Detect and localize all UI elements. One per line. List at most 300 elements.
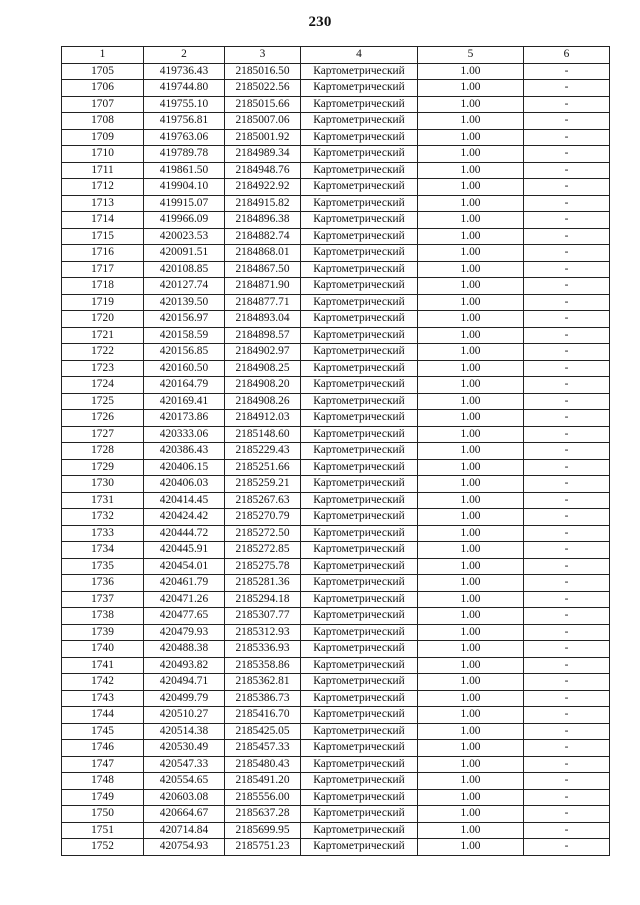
x-coordinate-cell: 420471.26: [144, 591, 225, 608]
table-row: [62, 476, 610, 493]
note-cell: -: [524, 690, 610, 707]
x-coordinate-cell: 420664.67: [144, 806, 225, 823]
point-number-cell: 1710: [62, 146, 144, 163]
y-coordinate-cell: 2184868.01: [225, 245, 301, 262]
method-cell: Картометрический: [301, 393, 418, 410]
note-cell: -: [524, 327, 610, 344]
y-coordinate-cell: 2185251.66: [225, 459, 301, 476]
x-coordinate-cell: 420514.38: [144, 723, 225, 740]
y-coordinate-cell: 2185358.86: [225, 657, 301, 674]
point-number-cell: 1739: [62, 624, 144, 641]
table-row: [62, 525, 610, 542]
y-coordinate-cell: 2185425.05: [225, 723, 301, 740]
accuracy-cell: 1.00: [418, 245, 524, 262]
note-cell: -: [524, 195, 610, 212]
table-header-row: [62, 47, 610, 64]
accuracy-cell: 1.00: [418, 624, 524, 641]
table-row: [62, 261, 610, 278]
point-number-cell: 1709: [62, 129, 144, 146]
point-number-cell: 1707: [62, 96, 144, 113]
column-header: 2: [144, 47, 225, 64]
table-row: [62, 822, 610, 839]
y-coordinate-cell: 2185259.21: [225, 476, 301, 493]
table-row: [62, 756, 610, 773]
method-cell: Картометрический: [301, 740, 418, 757]
y-coordinate-cell: 2185001.92: [225, 129, 301, 146]
x-coordinate-cell: 420127.74: [144, 278, 225, 295]
method-cell: Картометрический: [301, 459, 418, 476]
table-row: [62, 96, 610, 113]
x-coordinate-cell: 420493.82: [144, 657, 225, 674]
point-number-cell: 1714: [62, 212, 144, 229]
y-coordinate-cell: 2185267.63: [225, 492, 301, 509]
method-cell: Картометрический: [301, 113, 418, 130]
method-cell: Картометрический: [301, 410, 418, 427]
note-cell: -: [524, 80, 610, 97]
x-coordinate-cell: 420406.03: [144, 476, 225, 493]
x-coordinate-cell: 420160.50: [144, 360, 225, 377]
table-row: [62, 212, 610, 229]
note-cell: -: [524, 393, 610, 410]
note-cell: -: [524, 344, 610, 361]
table-row: [62, 344, 610, 361]
point-number-cell: 1733: [62, 525, 144, 542]
method-cell: Картометрический: [301, 575, 418, 592]
y-coordinate-cell: 2185480.43: [225, 756, 301, 773]
y-coordinate-cell: 2184896.38: [225, 212, 301, 229]
note-cell: -: [524, 179, 610, 196]
table-row: [62, 558, 610, 575]
point-number-cell: 1718: [62, 278, 144, 295]
method-cell: Картометрический: [301, 360, 418, 377]
x-coordinate-cell: 420091.51: [144, 245, 225, 262]
method-cell: Картометрический: [301, 443, 418, 460]
accuracy-cell: 1.00: [418, 426, 524, 443]
note-cell: -: [524, 806, 610, 823]
point-number-cell: 1745: [62, 723, 144, 740]
accuracy-cell: 1.00: [418, 195, 524, 212]
table-row: [62, 542, 610, 559]
y-coordinate-cell: 2185312.93: [225, 624, 301, 641]
accuracy-cell: 1.00: [418, 756, 524, 773]
table-row: [62, 723, 610, 740]
accuracy-cell: 1.00: [418, 707, 524, 724]
method-cell: Картометрический: [301, 690, 418, 707]
accuracy-cell: 1.00: [418, 657, 524, 674]
accuracy-cell: 1.00: [418, 542, 524, 559]
note-cell: -: [524, 509, 610, 526]
x-coordinate-cell: 420406.15: [144, 459, 225, 476]
table-row: [62, 443, 610, 460]
method-cell: Картометрический: [301, 311, 418, 328]
note-cell: -: [524, 740, 610, 757]
y-coordinate-cell: 2185294.18: [225, 591, 301, 608]
y-coordinate-cell: 2184902.97: [225, 344, 301, 361]
method-cell: Картометрический: [301, 542, 418, 559]
accuracy-cell: 1.00: [418, 773, 524, 790]
method-cell: Картометрический: [301, 245, 418, 262]
method-cell: Картометрический: [301, 278, 418, 295]
x-coordinate-cell: 420108.85: [144, 261, 225, 278]
note-cell: -: [524, 657, 610, 674]
note-cell: -: [524, 294, 610, 311]
page-number: 230: [308, 14, 332, 30]
note-cell: -: [524, 591, 610, 608]
x-coordinate-cell: 420461.79: [144, 575, 225, 592]
table-row: [62, 195, 610, 212]
method-cell: Картометрический: [301, 476, 418, 493]
x-coordinate-cell: 420444.72: [144, 525, 225, 542]
y-coordinate-cell: 2184912.03: [225, 410, 301, 427]
accuracy-cell: 1.00: [418, 674, 524, 691]
point-number-cell: 1746: [62, 740, 144, 757]
method-cell: Картометрический: [301, 839, 418, 856]
x-coordinate-cell: 420714.84: [144, 822, 225, 839]
note-cell: -: [524, 624, 610, 641]
method-cell: Картометрический: [301, 344, 418, 361]
x-coordinate-cell: 420547.33: [144, 756, 225, 773]
note-cell: -: [524, 822, 610, 839]
accuracy-cell: 1.00: [418, 377, 524, 394]
method-cell: Картометрический: [301, 294, 418, 311]
point-number-cell: 1729: [62, 459, 144, 476]
table-row: [62, 278, 610, 295]
method-cell: Картометрический: [301, 674, 418, 691]
column-header: 4: [301, 47, 418, 64]
point-number-cell: 1732: [62, 509, 144, 526]
method-cell: Картометрический: [301, 525, 418, 542]
table-row: [62, 228, 610, 245]
x-coordinate-cell: 419763.06: [144, 129, 225, 146]
table-row: [62, 393, 610, 410]
y-coordinate-cell: 2185022.56: [225, 80, 301, 97]
accuracy-cell: 1.00: [418, 509, 524, 526]
y-coordinate-cell: 2185229.43: [225, 443, 301, 460]
column-header: 1: [62, 47, 144, 64]
method-cell: Картометрический: [301, 492, 418, 509]
x-coordinate-cell: 419756.81: [144, 113, 225, 130]
point-number-cell: 1706: [62, 80, 144, 97]
note-cell: -: [524, 426, 610, 443]
note-cell: -: [524, 146, 610, 163]
accuracy-cell: 1.00: [418, 558, 524, 575]
method-cell: Картометрический: [301, 723, 418, 740]
accuracy-cell: 1.00: [418, 129, 524, 146]
x-coordinate-cell: 420530.49: [144, 740, 225, 757]
y-coordinate-cell: 2184908.20: [225, 377, 301, 394]
point-number-cell: 1741: [62, 657, 144, 674]
note-cell: -: [524, 113, 610, 130]
note-cell: -: [524, 674, 610, 691]
y-coordinate-cell: 2185307.77: [225, 608, 301, 625]
note-cell: -: [524, 377, 610, 394]
x-coordinate-cell: 420445.91: [144, 542, 225, 559]
note-cell: -: [524, 839, 610, 856]
y-coordinate-cell: 2184893.04: [225, 311, 301, 328]
accuracy-cell: 1.00: [418, 261, 524, 278]
y-coordinate-cell: 2184922.92: [225, 179, 301, 196]
y-coordinate-cell: 2185275.78: [225, 558, 301, 575]
accuracy-cell: 1.00: [418, 360, 524, 377]
x-coordinate-cell: 420424.42: [144, 509, 225, 526]
table-row: [62, 509, 610, 526]
y-coordinate-cell: 2185015.66: [225, 96, 301, 113]
method-cell: Картометрический: [301, 806, 418, 823]
point-number-cell: 1708: [62, 113, 144, 130]
point-number-cell: 1727: [62, 426, 144, 443]
note-cell: -: [524, 459, 610, 476]
accuracy-cell: 1.00: [418, 327, 524, 344]
table-row: [62, 839, 610, 856]
y-coordinate-cell: 2185362.81: [225, 674, 301, 691]
y-coordinate-cell: 2185491.20: [225, 773, 301, 790]
table-row: [62, 707, 610, 724]
point-number-cell: 1705: [62, 63, 144, 80]
note-cell: -: [524, 360, 610, 377]
note-cell: -: [524, 311, 610, 328]
accuracy-cell: 1.00: [418, 96, 524, 113]
note-cell: -: [524, 261, 610, 278]
note-cell: -: [524, 641, 610, 658]
method-cell: Картометрический: [301, 129, 418, 146]
accuracy-cell: 1.00: [418, 525, 524, 542]
point-number-cell: 1716: [62, 245, 144, 262]
accuracy-cell: 1.00: [418, 459, 524, 476]
note-cell: -: [524, 63, 610, 80]
point-number-cell: 1740: [62, 641, 144, 658]
y-coordinate-cell: 2185007.06: [225, 113, 301, 130]
method-cell: Картометрический: [301, 327, 418, 344]
accuracy-cell: 1.00: [418, 63, 524, 80]
point-number-cell: 1712: [62, 179, 144, 196]
column-header: 3: [225, 47, 301, 64]
y-coordinate-cell: 2185556.00: [225, 789, 301, 806]
x-coordinate-cell: 420169.41: [144, 393, 225, 410]
table-row: [62, 492, 610, 509]
y-coordinate-cell: 2185272.85: [225, 542, 301, 559]
point-number-cell: 1734: [62, 542, 144, 559]
note-cell: -: [524, 278, 610, 295]
accuracy-cell: 1.00: [418, 146, 524, 163]
point-number-cell: 1738: [62, 608, 144, 625]
table-row: [62, 624, 610, 641]
y-coordinate-cell: 2184948.76: [225, 162, 301, 179]
method-cell: Картометрический: [301, 377, 418, 394]
x-coordinate-cell: 420386.43: [144, 443, 225, 460]
x-coordinate-cell: 420603.08: [144, 789, 225, 806]
y-coordinate-cell: 2184898.57: [225, 327, 301, 344]
point-number-cell: 1735: [62, 558, 144, 575]
x-coordinate-cell: 420554.65: [144, 773, 225, 790]
coordinates-table: [61, 46, 610, 856]
point-number-cell: 1731: [62, 492, 144, 509]
accuracy-cell: 1.00: [418, 80, 524, 97]
note-cell: -: [524, 723, 610, 740]
accuracy-cell: 1.00: [418, 162, 524, 179]
table-row: [62, 294, 610, 311]
accuracy-cell: 1.00: [418, 723, 524, 740]
accuracy-cell: 1.00: [418, 690, 524, 707]
table-row: [62, 591, 610, 608]
method-cell: Картометрический: [301, 426, 418, 443]
table-row: [62, 806, 610, 823]
y-coordinate-cell: 2184908.26: [225, 393, 301, 410]
table-row: [62, 674, 610, 691]
y-coordinate-cell: 2185637.28: [225, 806, 301, 823]
table-row: [62, 63, 610, 80]
method-cell: Картометрический: [301, 822, 418, 839]
x-coordinate-cell: 420510.27: [144, 707, 225, 724]
point-number-cell: 1725: [62, 393, 144, 410]
point-number-cell: 1717: [62, 261, 144, 278]
x-coordinate-cell: 420477.65: [144, 608, 225, 625]
accuracy-cell: 1.00: [418, 476, 524, 493]
note-cell: -: [524, 410, 610, 427]
x-coordinate-cell: 420164.79: [144, 377, 225, 394]
y-coordinate-cell: 2185272.50: [225, 525, 301, 542]
accuracy-cell: 1.00: [418, 311, 524, 328]
point-number-cell: 1742: [62, 674, 144, 691]
y-coordinate-cell: 2185386.73: [225, 690, 301, 707]
method-cell: Картометрический: [301, 756, 418, 773]
accuracy-cell: 1.00: [418, 608, 524, 625]
point-number-cell: 1749: [62, 789, 144, 806]
x-coordinate-cell: 420488.38: [144, 641, 225, 658]
note-cell: -: [524, 756, 610, 773]
accuracy-cell: 1.00: [418, 591, 524, 608]
method-cell: Картометрический: [301, 96, 418, 113]
table-row: [62, 690, 610, 707]
point-number-cell: 1751: [62, 822, 144, 839]
y-coordinate-cell: 2185016.50: [225, 63, 301, 80]
x-coordinate-cell: 420173.86: [144, 410, 225, 427]
x-coordinate-cell: 420023.53: [144, 228, 225, 245]
note-cell: -: [524, 96, 610, 113]
point-number-cell: 1721: [62, 327, 144, 344]
note-cell: -: [524, 443, 610, 460]
point-number-cell: 1713: [62, 195, 144, 212]
x-coordinate-cell: 420479.93: [144, 624, 225, 641]
note-cell: -: [524, 525, 610, 542]
y-coordinate-cell: 2185281.36: [225, 575, 301, 592]
x-coordinate-cell: 419736.43: [144, 63, 225, 80]
x-coordinate-cell: 420156.85: [144, 344, 225, 361]
method-cell: Картометрический: [301, 591, 418, 608]
point-number-cell: 1743: [62, 690, 144, 707]
x-coordinate-cell: 420754.93: [144, 839, 225, 856]
point-number-cell: 1736: [62, 575, 144, 592]
accuracy-cell: 1.00: [418, 212, 524, 229]
y-coordinate-cell: 2184915.82: [225, 195, 301, 212]
table-row: [62, 245, 610, 262]
method-cell: Картометрический: [301, 212, 418, 229]
x-coordinate-cell: 420414.45: [144, 492, 225, 509]
table-row: [62, 740, 610, 757]
table-row: [62, 327, 610, 344]
point-number-cell: 1724: [62, 377, 144, 394]
point-number-cell: 1715: [62, 228, 144, 245]
point-number-cell: 1723: [62, 360, 144, 377]
accuracy-cell: 1.00: [418, 575, 524, 592]
y-coordinate-cell: 2185416.70: [225, 707, 301, 724]
table-row: [62, 377, 610, 394]
table-row: [62, 162, 610, 179]
table-row: [62, 426, 610, 443]
table-row: [62, 641, 610, 658]
note-cell: -: [524, 773, 610, 790]
x-coordinate-cell: 419966.09: [144, 212, 225, 229]
table-body: [62, 63, 610, 855]
method-cell: Картометрический: [301, 80, 418, 97]
accuracy-cell: 1.00: [418, 789, 524, 806]
method-cell: Картометрический: [301, 162, 418, 179]
point-number-cell: 1720: [62, 311, 144, 328]
table-row: [62, 113, 610, 130]
accuracy-cell: 1.00: [418, 278, 524, 295]
table-row: [62, 773, 610, 790]
method-cell: Картометрический: [301, 608, 418, 625]
table-row: [62, 179, 610, 196]
x-coordinate-cell: 420158.59: [144, 327, 225, 344]
note-cell: -: [524, 707, 610, 724]
method-cell: Картометрический: [301, 657, 418, 674]
y-coordinate-cell: 2184908.25: [225, 360, 301, 377]
note-cell: -: [524, 245, 610, 262]
x-coordinate-cell: 419904.10: [144, 179, 225, 196]
x-coordinate-cell: 420494.71: [144, 674, 225, 691]
point-number-cell: 1730: [62, 476, 144, 493]
method-cell: Картометрический: [301, 63, 418, 80]
accuracy-cell: 1.00: [418, 822, 524, 839]
point-number-cell: 1744: [62, 707, 144, 724]
table-row: [62, 608, 610, 625]
column-header: 5: [418, 47, 524, 64]
x-coordinate-cell: 419755.10: [144, 96, 225, 113]
note-cell: -: [524, 476, 610, 493]
point-number-cell: 1737: [62, 591, 144, 608]
y-coordinate-cell: 2184882.74: [225, 228, 301, 245]
table-row: [62, 360, 610, 377]
note-cell: -: [524, 608, 610, 625]
accuracy-cell: 1.00: [418, 839, 524, 856]
accuracy-cell: 1.00: [418, 641, 524, 658]
y-coordinate-cell: 2185270.79: [225, 509, 301, 526]
table-row: [62, 146, 610, 163]
x-coordinate-cell: 420333.06: [144, 426, 225, 443]
method-cell: Картометрический: [301, 707, 418, 724]
note-cell: -: [524, 129, 610, 146]
note-cell: -: [524, 212, 610, 229]
method-cell: Картометрический: [301, 773, 418, 790]
point-number-cell: 1719: [62, 294, 144, 311]
accuracy-cell: 1.00: [418, 410, 524, 427]
accuracy-cell: 1.00: [418, 228, 524, 245]
y-coordinate-cell: 2185336.93: [225, 641, 301, 658]
y-coordinate-cell: 2184867.50: [225, 261, 301, 278]
y-coordinate-cell: 2185148.60: [225, 426, 301, 443]
x-coordinate-cell: 420499.79: [144, 690, 225, 707]
note-cell: -: [524, 162, 610, 179]
accuracy-cell: 1.00: [418, 294, 524, 311]
y-coordinate-cell: 2184871.90: [225, 278, 301, 295]
accuracy-cell: 1.00: [418, 179, 524, 196]
x-coordinate-cell: 419744.80: [144, 80, 225, 97]
x-coordinate-cell: 419789.78: [144, 146, 225, 163]
method-cell: Картометрический: [301, 261, 418, 278]
method-cell: Картометрический: [301, 509, 418, 526]
method-cell: Картометрический: [301, 195, 418, 212]
y-coordinate-cell: 2184989.34: [225, 146, 301, 163]
